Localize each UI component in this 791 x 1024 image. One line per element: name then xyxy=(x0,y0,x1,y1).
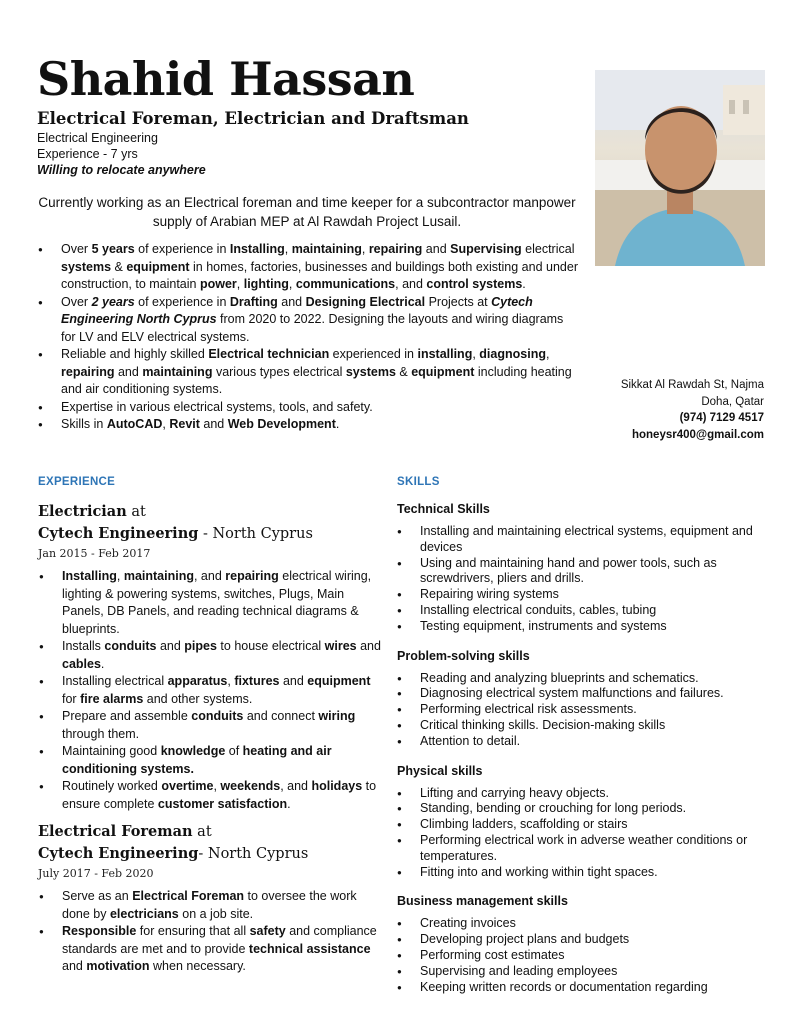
highlight-item: ● Reliable and highly skilled Electrical technician experienced in installing, diagnosing, repairing and maintaining various types electrical systems & equipment including heating and air conditioning systems. xyxy=(38,346,578,399)
skill-item: ● Reading and analyzing blueprints and schematics. xyxy=(397,671,772,687)
skill-list xyxy=(397,916,772,995)
skill-item: ● Creating invoices xyxy=(397,916,772,932)
header-meta xyxy=(37,130,206,178)
skill-list xyxy=(397,524,772,635)
skill-group-heading: Problem-solving skills xyxy=(397,648,530,663)
duty-item: ● Serve as an Electrical Foreman to oversee the work done by electricians on a job site. xyxy=(39,888,383,923)
address-line2: Doha, Qatar xyxy=(701,395,764,408)
highlight-item: ● Expertise in various electrical systems, tools, and safety. xyxy=(38,399,578,417)
experience-entry xyxy=(38,821,383,976)
skill-item: ● Climbing ladders, scaffolding or stairs xyxy=(397,817,772,833)
duty-item: ● Maintaining good knowledge of heating and air conditioning systems. xyxy=(39,743,383,778)
skill-list xyxy=(397,671,772,750)
duty-item: ● Installs conduits and pipes to house electrical wires and cables. xyxy=(39,638,383,673)
role-duties-list xyxy=(39,888,383,976)
duty-item: ● Installing electrical apparatus, fixtures and equipment for fire alarms and other systems. xyxy=(39,673,383,708)
experience-column xyxy=(38,501,383,976)
contact-block xyxy=(621,377,764,443)
skill-item: ● Critical thinking skills. Decision-making skills xyxy=(397,718,772,734)
skill-item: ● Testing equipment, instruments and systems xyxy=(397,619,772,635)
role-dates: July 2017 - Feb 2020 xyxy=(38,867,154,880)
company-line: Cytech Engineering- North Cyprus xyxy=(38,845,309,862)
skill-item: ● Supervising and leading employees xyxy=(397,964,772,980)
skill-item: ● Developing project plans and budgets xyxy=(397,932,772,948)
skill-item: ● Performing electrical risk assessments. xyxy=(397,702,772,718)
role-title: Electrical Foreman at xyxy=(38,823,212,840)
skill-item: ● Using and maintaining hand and power tools, such as screwdrivers, pliers and drills. xyxy=(397,556,772,588)
profile-photo-illustration xyxy=(595,70,765,266)
resume-title: Electrical Foreman, Electrician and Draftsman xyxy=(37,109,469,128)
skill-item: ● Installing electrical conduits, cables, tubing xyxy=(397,603,772,619)
skills-heading: SKILLS xyxy=(397,476,440,488)
duty-item: ● Routinely worked overtime, weekends, and holidays to ensure complete customer satisfaction. xyxy=(39,778,383,813)
role-dates: Jan 2015 - Feb 2017 xyxy=(38,547,151,560)
phone-number: (974) 7129 4517 xyxy=(679,412,764,424)
company-line: Cytech Engineering - North Cyprus xyxy=(38,525,313,542)
skill-item: ● Repairing wiring systems xyxy=(397,587,772,603)
highlights-list xyxy=(38,241,578,434)
skill-item: ● Performing electrical work in adverse weather conditions or temperatures. xyxy=(397,833,772,865)
skill-item: ● Installing and maintaining electrical systems, equipment and devices xyxy=(397,524,772,556)
highlight-item: ● Skills in AutoCAD, Revit and Web Development. xyxy=(38,416,578,434)
resume-name: Shahid Hassan xyxy=(37,52,415,106)
role-duties-list xyxy=(39,568,383,813)
skill-item: ● Lifting and carrying heavy objects. xyxy=(397,786,772,802)
duty-item: ● Installing, maintaining, and repairing electrical wiring, lighting & powering systems, switches, Plugs, Main Panels, DB Panels, and reading technical diagrams & blueprints. xyxy=(39,568,383,638)
highlight-item: ● Over 2 years of experience in Drafting and Designing Electrical Projects at Cytech Engineering North Cyprus from 2020 to 2022. Designing the layouts and wiring diagrams for LV and ELV electrical systems. xyxy=(38,294,578,347)
duty-item: ● Responsible for ensuring that all safety and compliance standards are met and to provide technical assistance and motivation when necessary. xyxy=(39,923,383,976)
email-address[interactable]: honeysr400@gmail.com xyxy=(631,428,764,441)
relocation-note: Willing to relocate anywhere xyxy=(37,163,206,177)
experience-years: Experience - 7 yrs xyxy=(37,147,138,161)
skill-group-heading: Technical Skills xyxy=(397,502,490,516)
skill-item: ● Keeping written records or documentation regarding xyxy=(397,980,772,996)
experience-heading: EXPERIENCE xyxy=(38,476,116,488)
profile-photo xyxy=(595,70,765,266)
skill-item: ● Standing, bending or crouching for long periods. xyxy=(397,801,772,817)
experience-entry xyxy=(38,501,383,813)
skill-list xyxy=(397,786,772,881)
skill-item: ● Diagnosing electrical system malfunctions and failures. xyxy=(397,686,772,702)
skill-item: ● Performing cost estimates xyxy=(397,948,772,964)
duty-item: ● Prepare and assemble conduits and connect wiring through them. xyxy=(39,708,383,743)
skill-item: ● Attention to detail. xyxy=(397,734,772,750)
skills-column xyxy=(397,500,772,1007)
skill-item: ● Fitting into and working within tight spaces. xyxy=(397,865,772,881)
skill-group-heading: Physical skills xyxy=(397,763,483,778)
summary-text: Currently working as an Electrical foreman and time keeper for a subcontractor manpower supply of Arabian MEP at Al Rawdah Project Lusail. xyxy=(38,195,576,229)
field-text: Electrical Engineering xyxy=(37,131,158,145)
skill-group-heading: Business management skills xyxy=(397,894,568,909)
role-title: Electrician at xyxy=(38,503,146,520)
highlight-item: ● Over 5 years of experience in Installing, maintaining, repairing and Supervising electrical systems & equipment in homes, factories, businesses and buildings both existing and under construction, to maintain power, lighting, communications, and control systems. xyxy=(38,241,578,294)
address-line1: Sikkat Al Rawdah St, Najma xyxy=(620,379,764,391)
